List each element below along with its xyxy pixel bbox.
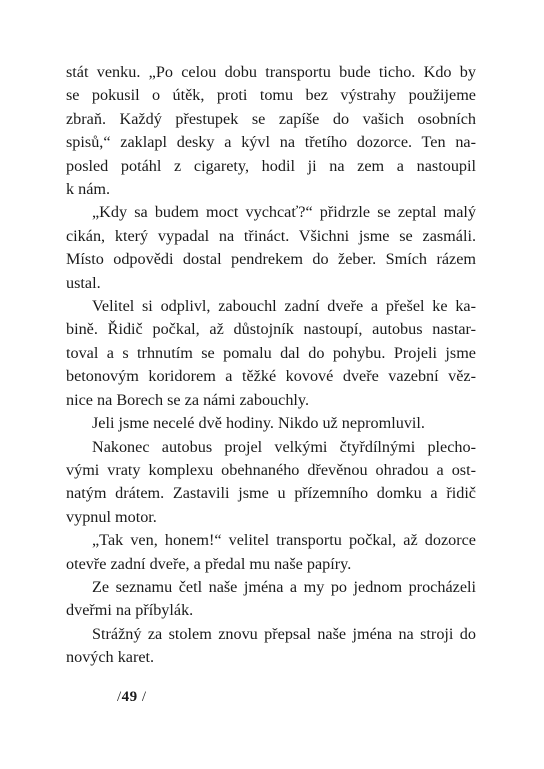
paragraph xyxy=(66,61,476,201)
text-line: betonovým koridorem a těžké kovové dveře vazební věz- xyxy=(66,367,476,386)
text-line: nových karet. xyxy=(66,648,155,667)
page-number-value: 49 xyxy=(121,689,138,705)
body-text xyxy=(66,61,476,670)
text-line: cikán, který vypadal na třináct. Všichni jsme se zasmáli. xyxy=(66,226,476,245)
page-number-suffix: / xyxy=(137,689,147,705)
text-line: stát venku. „Po celou dobu transportu bude ticho. Kdo by xyxy=(66,63,476,81)
text-line: Místo odpovědi dostal pendrekem do žeber. Smích rázem xyxy=(66,250,476,269)
text-line: Nakonec autobus projel velkými čtyřdílnými plecho- xyxy=(92,437,476,456)
text-line: nice na Borech se za námi zabouchly. xyxy=(66,390,310,409)
paragraph xyxy=(66,623,476,670)
text-line: Strážný za stolem znovu přepsal naše jména na stroji do xyxy=(92,624,476,643)
text-line: otevře zadní dveře, a předal mu naše papíry. xyxy=(66,554,352,573)
text-line: spisů,“ zaklapl desky a kývl na třetího dozorce. Ten na- xyxy=(66,133,476,152)
text-line: posled potáhl z cigarety, hodil ji na zem a nastoupil xyxy=(66,156,476,175)
paragraph xyxy=(66,529,476,576)
text-line: dveřmi na příbylák. xyxy=(66,601,194,620)
text-line: zbraň. Každý přestupek se zapíše do vašich osobních xyxy=(66,109,476,128)
text-line: vými vraty komplexu obehnaného dřevěnou ohradou a ost- xyxy=(66,460,476,479)
text-line: toval a s trhnutím se pomalu dal do pohybu. Projeli jsme xyxy=(66,343,476,362)
text-line: Ze seznamu četl naše jména a my po jednom procházeli xyxy=(92,577,476,596)
paragraph xyxy=(66,576,476,623)
page-number-prefix: / xyxy=(117,689,122,705)
text-line: se pokusil o útěk, proti tomu bez výstrahy použijeme xyxy=(66,86,476,105)
paragraph xyxy=(66,295,476,412)
text-line: natým drátem. Zastavili jsme u přízemního domku a řidič xyxy=(66,484,476,503)
text-line: „Kdy sa budem moct vychcať?“ přidrzle se zeptal malý xyxy=(92,203,476,222)
page-number xyxy=(117,689,147,706)
paragraph xyxy=(66,436,476,530)
text-line: bině. Řidič počkal, až důstojník nastoupí, autobus nastar- xyxy=(66,320,476,339)
text-line: k nám. xyxy=(66,180,111,199)
text-line: ustal. xyxy=(66,273,101,292)
paragraph xyxy=(66,412,476,435)
text-line: „Tak ven, honem!“ velitel transportu počkal, až dozorce xyxy=(92,531,476,550)
text-line: Jeli jsme necelé dvě hodiny. Nikdo už nepromluvil. xyxy=(92,414,425,433)
text-line: Velitel si odplivl, zabouchl zadní dveře a přešel ke ka- xyxy=(92,297,476,316)
text-line: vypnul motor. xyxy=(66,507,157,526)
paragraph xyxy=(66,201,476,295)
